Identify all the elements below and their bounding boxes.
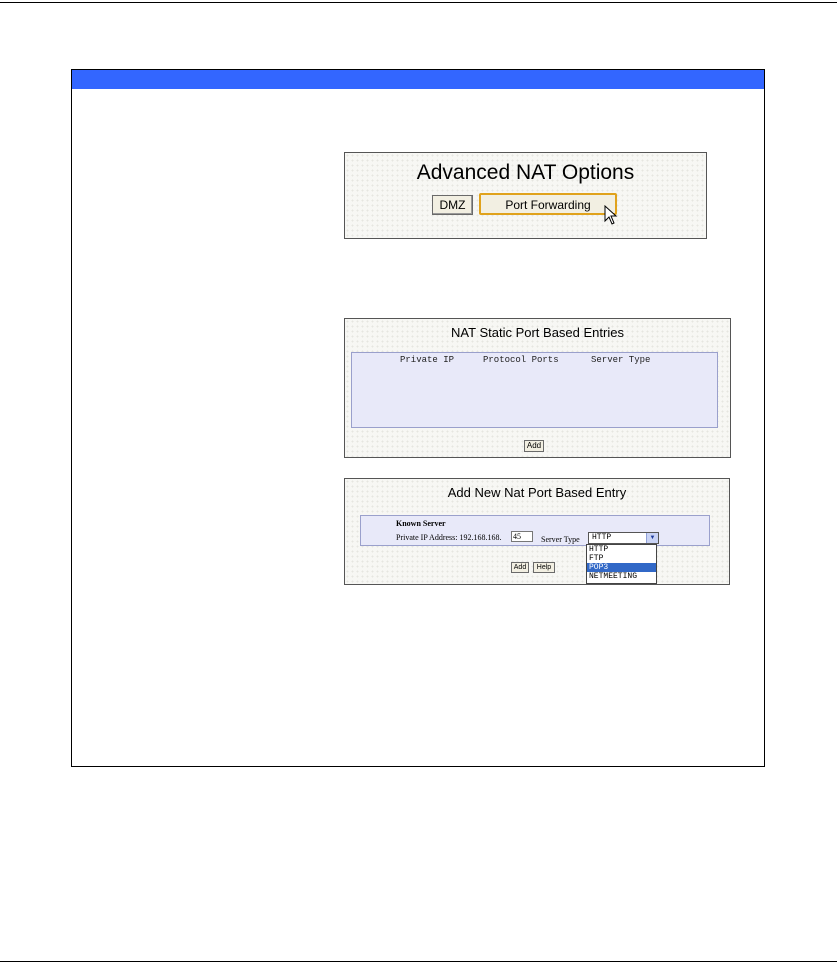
port-forwarding-button[interactable]: Port Forwarding (479, 193, 617, 215)
private-ip-input[interactable]: 45 (511, 531, 533, 542)
add-entry-button[interactable]: Add (524, 440, 544, 452)
new-entry-form (360, 515, 710, 546)
server-type-option-netmeeting[interactable]: NETMEETING (589, 572, 638, 581)
advanced-nat-options-panel (344, 152, 707, 239)
nat-static-entries-title: NAT Static Port Based Entries (451, 325, 624, 340)
server-type-selected-value: HTTP (592, 533, 612, 542)
server-type-option-http[interactable]: HTTP (589, 545, 609, 554)
bottom-rule (0, 961, 837, 962)
server-type-select[interactable] (588, 532, 659, 544)
nat-entries-list (351, 352, 718, 428)
server-type-label: Server Type (541, 535, 580, 544)
private-ip-label: Private IP Address: 192.168.168. (396, 533, 502, 542)
chevron-down-icon[interactable]: ▼ (646, 533, 658, 543)
advanced-nat-options-title: Advanced NAT Options (416, 161, 635, 184)
server-type-option-ftp[interactable]: FTP (589, 554, 604, 563)
help-button[interactable]: Help (533, 562, 555, 573)
add-new-entry-panel (344, 478, 730, 585)
column-header-private-ip: Private IP (400, 355, 455, 365)
column-header-protocol-ports: Protocol Ports (483, 355, 559, 365)
server-type-option-pop3[interactable]: POP3 (587, 563, 656, 572)
dmz-button[interactable]: DMZ (432, 195, 473, 215)
add-button[interactable]: Add (511, 562, 529, 573)
top-rule (0, 2, 837, 3)
add-new-entry-title: Add New Nat Port Based Entry (447, 485, 627, 500)
server-type-options-list (586, 544, 657, 584)
nat-static-entries-panel (344, 318, 731, 458)
mouse-pointer-icon (604, 205, 620, 227)
frame-header-bar (72, 70, 764, 89)
column-header-server-type: Server Type (591, 355, 651, 365)
known-server-label: Known Server (396, 519, 446, 528)
